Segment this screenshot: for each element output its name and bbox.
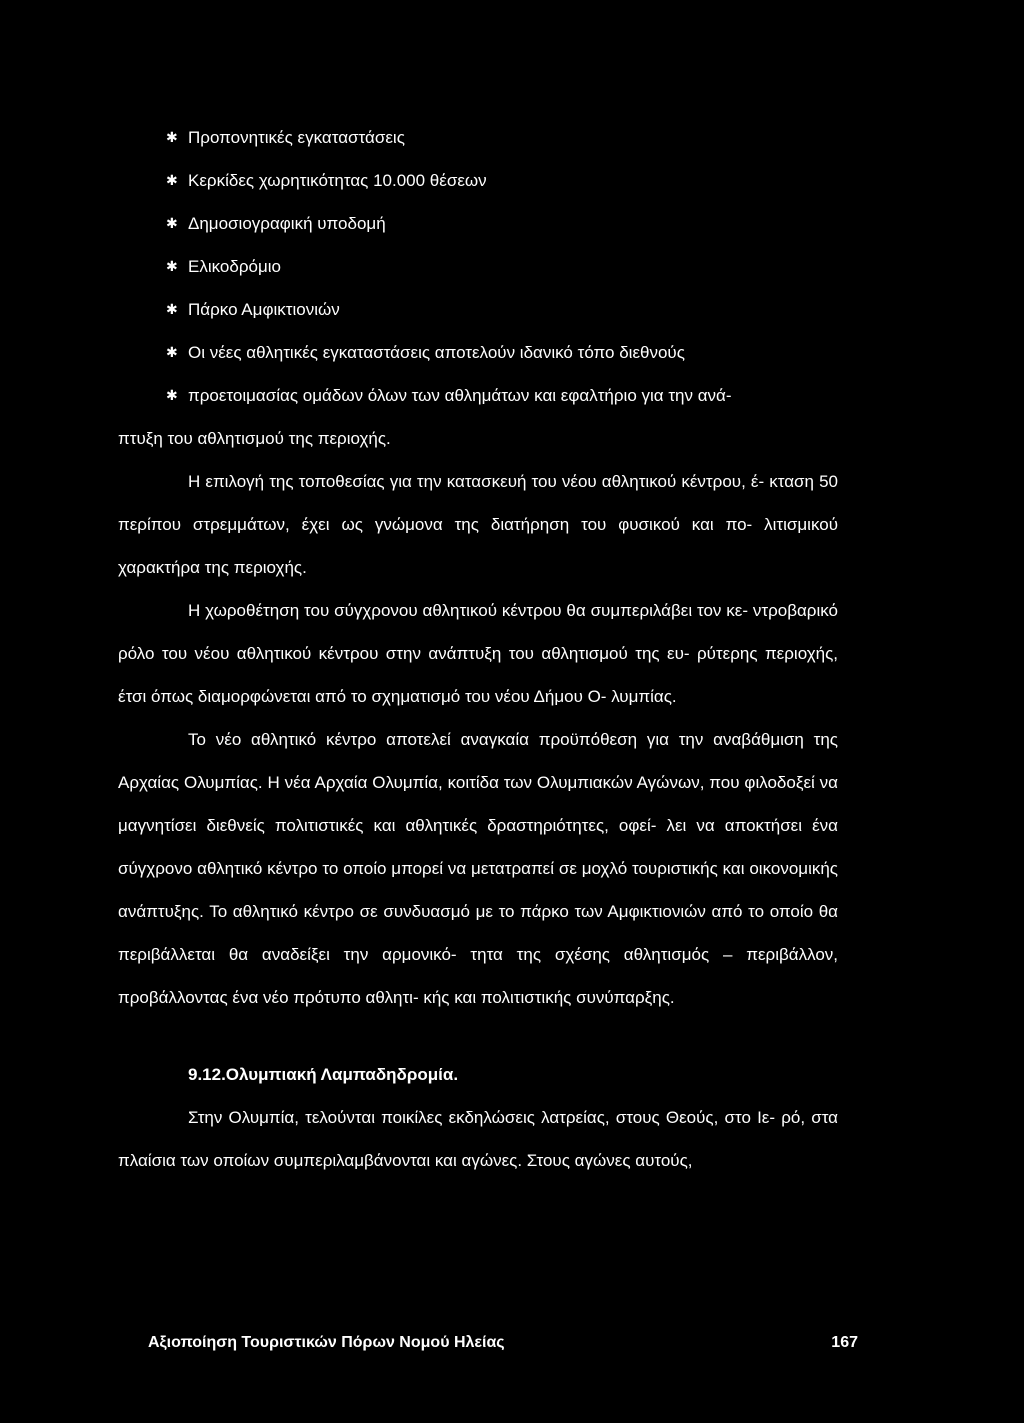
page-number: 167 [831,1334,858,1351]
bullet-continuation: πτυξη του αθλητισμού της περιοχής. [118,429,391,448]
asterisk-bullet-icon: ✱ [166,172,178,188]
asterisk-bullet-icon: ✱ [166,258,178,274]
bullet-item: ✱ Προπονητικές εγκαταστάσεις [118,116,838,159]
asterisk-bullet-icon: ✱ [166,301,178,317]
asterisk-bullet-icon: ✱ [166,215,178,231]
asterisk-bullet-icon: ✱ [166,344,178,360]
paragraph-upgrade: Το νέο αθλητικό κέντρο αποτελεί αναγκαία προϋπόθεση για την αναβάθμιση της Αρχαίας Ολυμπίας. Η νέα Αρχαία Ολυμπία, κοιτίδα των Ολυμπιακών Αγώνων, που φιλοδοξεί να μαγνητίσει διεθνείς πολιτιστικές και αθλητικές δραστηριότητες, οφεί- λει να αποκτήσει ένα σύγχρονο αθλητικό κέντρο το οποίο μπορεί να μετατραπεί σε μοχλό τουριστικής και οικονομικής ανάπτυξης. Το αθλητικό κέντρο σε συνδυασμό με το πάρκο των Αμφικτιονιών από το οποίο θα περιβάλλεται θα αναδείξει την αρμονικό- τητα της σχέσης αθλητισμός – περιβάλλον, προβάλλοντας ένα νέο πρότυπο αθλητι- κής και πολιτιστικής συνύπαρξης. [118,730,838,1007]
asterisk-bullet-icon: ✱ [166,129,178,145]
bullet-item: ✱ Πάρκο Αμφικτιονιών [118,288,838,331]
bullet-list [118,116,838,460]
bullet-item: ✱ Κερκίδες χωρητικότητας 10.000 θέσεων [118,159,838,202]
page-content [118,116,838,1182]
paragraph-location: Η επιλογή της τοποθεσίας για την κατασκευή του νέου αθλητικού κέντρου, έ- κταση 50 περίπου στρεμμάτων, έχει ως γνώμονα της διατήρηση του φυσικού και πο- λιτισμικού χαρακτήρα της περιοχής. [118,472,838,577]
page-footer [118,1334,858,1352]
section-paragraph: Στην Ολυμπία, τελούνται ποικίλες εκδηλώσεις λατρείας, στους Θεούς, στο Ιε- ρό, στα πλαίσια των οποίων συμπεριλαμβάνονται και αγώνες. Στους αγώνες αυτούς, [118,1108,838,1170]
paragraph-siting: Η χωροθέτηση του σύγχρονου αθλητικού κέντρου θα συμπεριλάβει τον κε- ντροβαρικό ρόλο του νέου αθλητικού κέντρου στην ανάπτυξη του αθλητισμού της ευ- ρύτερης περιοχής, έτσι όπως διαμορφώνεται από το σχηματισμό του νέου Δήμου Ο- λυμπίας. [118,601,838,706]
section-heading: 9.12.Ολυμπιακή Λαμπαδηδρομία. [188,1065,459,1084]
bullet-item: ✱ Οι νέες αθλητικές εγκαταστάσεις αποτελούν ιδανικό τόπο διεθνούς [118,331,838,374]
bullet-item: ✱ προετοιμασίας ομάδων όλων των αθλημάτων και εφαλτήριο για την ανά- [118,374,838,417]
bullet-item: ✱ Δημοσιογραφική υποδομή [118,202,838,245]
bullet-item: ✱ Ελικοδρόμιο [118,245,838,288]
footer-title: Αξιοποίηση Τουριστικών Πόρων Νομού Ηλείας [148,1334,505,1351]
asterisk-bullet-icon: ✱ [166,387,178,403]
